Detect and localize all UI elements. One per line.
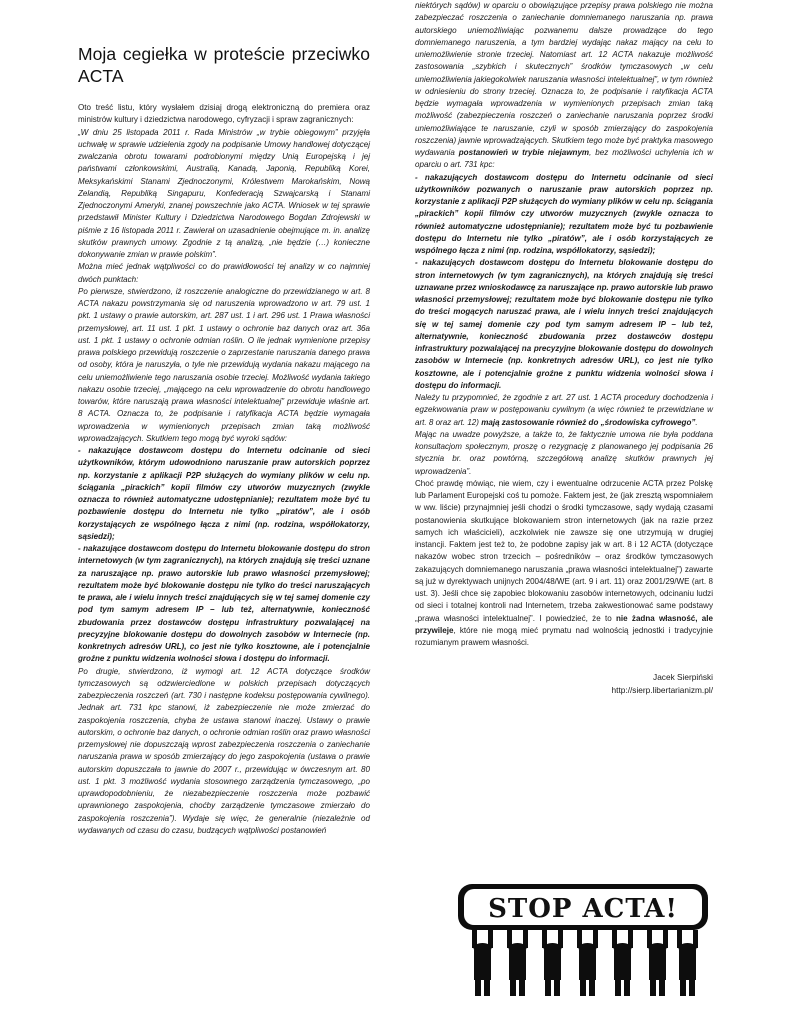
letter-paragraph: Po drugie, stwierdzono, iż wymogi art. 12 ACTA dotyczące środków tymczasowych są odzwierciedlone w polskich przepisach dotyczących zabezpieczenia roszczeń (art. 730 i następne kodeksu postępowania cywilnego). Jednak art. 731 kpc stanowi, iż zabezpieczenie nie może zmierzać do zaspokojenia roszczenia, chyba że ustawa stanowi inaczej. Ustawy o prawie autorskim, o ochronie baz danych, o ochronie odmian roślin oraz prawo własności przemysłowej nie dopuszczają wprost zabezpieczenia roszczenia o zaniechanie naruszania prawa w sposób zmierzający do jego zaspokojenia (ustawa o prawie autorskim dopuszczała to jawnie do 2007 r., przewidując w ówczesnym art. 80 ust. 1 pkt. 3 możliwość wydania stosownego zarządzenia tymczasowego, „po uprawdopodobnieniu, że niezabezpieczenie roszczenia może pozbawić uprawnionego zaspokojenia, choćby zarządzenie tymczasowe zmierzało do zaspokojenia roszczenia”). Wydaje się więc, że generalnie (niezależnie od wydawanych od czasu do czasu, budzących wątpliwości postanowień [78, 666, 370, 835]
letter-paragraph [415, 392, 713, 429]
letter-paragraph: Mając na uwadze powyższe, a także to, że faktycznie umowa nie była poddana konsultacjom społecznym, proszę o rezygnację z planowanego jej podpisania 26 stycznia br. oraz powtórną, szczegółową analizę skutków prawnych jej wprowadzenia”. [415, 429, 713, 476]
commentary-paragraph [415, 478, 713, 650]
article-title: Moja cegiełka w proteście przeciwko ACTA [78, 44, 370, 86]
protesters-icon [472, 930, 698, 996]
text-span: , bez możliwości uchylenia ich w oparciu o art. 731 kpc: [415, 148, 714, 170]
banner-text: STOP ACTA! [488, 894, 678, 924]
text-span: Choć prawdę mówiąc, nie wiem, czy i ewentualne odrzucenie ACTA przez Polskę lub Parlament Europejski coś tu pomoże. Faktem jest, że (jak zresztą wspomniałem w ww. liście) przynajmniej jeśli chodzi o środki tymczasowe, sądy wydają czasami postanowienia skutkujące blokowaniem stron internetowych (jak na razie przez samych ich właścicieli), aczkolwiek nie zawsze się one utrzymują w drugiej instancji. Faktem jest też to, że podobne zapisy jak w art. 8 i 12 ACTA (dotyczące nakazów wobec stron trzecich – pośredników – oraz środków tymczasowych zakazujących domniemanego naruszania „prawa własności intelektualnej”) zawarte są już w dyrektywach unijnych 2004/48/WE (art. 9 i art. 11) oraz 2001/29/WE (art. 8 ust. 3). Jeśli chce się zapobiec blokowaniu zasobów internetowych, odcinaniu ludzi od sieci i totalnej kontroli nad Internetem, trzeba zakwestionować same podstawy „prawa własności intelektualnej”. I powiedzieć, że to [415, 478, 713, 623]
bullet-paragraph: - nakazujące dostawcom dostępu do Internetu blokowanie dostępu do stron internetowych (w tym zagranicznych), na których znajdują się treści uznane za naruszające np. prawo autorskie lub prawo własności przemysłowej; rezultatem może być blokowanie dostępu nie tylko do treści naruszających te prawa, ale i wielu innych treści znajdujących się w tej samej domenie czy pod tym samym adresem IP – lub też, alternatywnie, konieczność zbudowania przez dostawców dostępu infrastruktury pozwalającej na precyzyjne blokowanie dostępu do dowolnych zasobów w Internecie (np. konkretnych adresów URL), co jest nie tylko kosztowne, ale i potencjalnie groźne z punktu widzenia wolności słowa i dostępu do informacji. [78, 544, 370, 664]
text-span: niektórych sądów) w oparciu o obowiązujące przepisy prawa polskiego nie można zabezpieczać roszczenia o zaniechanie domniemanego naruszania np. prawa autorskiego uniemożliwiając pozwanemu dalsze prowadzące do tego domniemanego naruszenia, a tym bardziej wydając nakaz mający na celu to uniemożliwienie stronie trzeciej. Natomiast art. 12 ACTA nakazuje możliwość zastosowania „szybkich i skutecznych” środków tymczasowych „w celu uniemożliwienia jakiegokolwiek naruszania własności intelektualnej”, w tym również w odniesieniu do strony trzeciej. Oznacza to, że podpisanie i ratyfikacja ACTA będzie wymagała wprowadzenia w wymienionych przepisach zmian taką możliwość (zabezpieczenia roszczeń o zaniechanie naruszania poprzez środki uniemożliwiające te naruszanie, czyli w sposób zmierzający do zaspokojenia roszczenia) jawnie wprowadzających. Skutkiem tego może być praktyka masowego wydawania [415, 1, 713, 157]
author-url: http://sierp.libertarianizm.pl/ [611, 684, 713, 695]
emphasis-text: postanowień w trybie niejawnym [458, 148, 590, 157]
letter-paragraph: „W dniu 25 listopada 2011 r. Rada Ministrów „w trybie obiegowym” przyjęła uchwałę w sprawie udzielenia zgody na podpisanie Umowy handlowej dotyczącej zwalczania obrotu towarami podrobionymi między Unią Europejską i jej państwami członkowskimi, Australią, Kanadą, Japonią, Republiką Korei, Meksykańskimi Stanami Zjednoczonymi, Królestwem Marokańskim, Nową Zelandią, Republiką Singapuru, Konfederacją Szwajcarską i Stanami Zjednoczonymi Ameryki, znanej powszechnie jako ACTA. Wniosek w tej sprawie przedstawił Minister Kultury i Dziedzictwa Narodowego Bogdan Zdrojewski w piśmie z 16 listopada 2011 r. Zawierał on uzasadnienie obejmujące m. in. analizę skutków prawnych umowy. Zgodnie z tą analizą, „nie będzie (…) konieczne dokonywanie zmian w prawie polskim”. [78, 127, 370, 259]
text-span: . [695, 417, 698, 427]
left-column [78, 0, 370, 837]
emphasis-text: nie żadna własność, ale przywileje [415, 613, 713, 635]
intro-paragraph: Oto treść listu, który wysłałem dzisiaj drogą elektroniczną do premiera oraz ministrów kultury i dziedzictwa narodowego, cyfryzacji i spraw zagranicznych: [78, 103, 370, 125]
text-span: , które nie mogą mieć prymatu nad wolnością jednostki i tradycyjnie rozumianym prawem własności. [415, 625, 713, 647]
bullet-paragraph: - nakazujące dostawcom dostępu do Internetu odcinanie od sieci użytkowników, którym udowodniono naruszanie praw autorskich poprzez np. korzystanie z aplikacji P2P służących do wymiany plików w celu np. ściągania „pirackich” kopii filmów czy utworów muzycznych (zwykle oznacza to również automatyczne udostępnianie); rezultatem może być tu pozbawienie dostępu do Internetu nie tylko „piratów”, ale i osób korzystających ze wspólnego łącza z nimi (np. rodzina, współlokatorzy, sąsiedzi); [78, 446, 370, 541]
bullet-paragraph: - nakazujących dostawcom dostępu do Internetu blokowanie dostępu do stron internetowych (w tym zagranicznych), na których znajdują się treści uznawane przez wnioskodawcę za naruszające np. prawo autorskie lub prawo własności przemysłowej; rezultatem może być blokowanie dostępu nie tylko do treści mogących naruszać prawa, ale i wielu innych treści znajdujących się w tej samej domenie czy pod tym samym adresem IP – lub też, alternatywnie, konieczność zbudowania przez dostawców dostępu infrastruktury pozwalającej na precyzyjne blokowanie dostępu do dowolnych zasobów w Internecie (np. konkretnych adresów URL), co jest nie tylko kosztowne, ale i potencjalnie groźne z punktu widzenia wolności słowa i dostępu do informacji. [415, 258, 713, 390]
text-span: Należy tu przypomnieć, że zgodnie z art. 27 ust. 1 ACTA procedury dochodzenia i egzekwowania praw w postępowaniu cywilnym (a więc również te przewidziane w art. 8 oraz art. 12) [415, 393, 713, 427]
letter-paragraph [415, 0, 713, 172]
letter-paragraph: Można mieć jednak wątpliwości co do prawidłowości tej analizy w co najmniej dwóch punktach: [78, 262, 370, 284]
bullet-paragraph: - nakazujących dostawcom dostępu do Internetu odcinanie od sieci użytkowników pozwanych o naruszanie praw autorskich poprzez np. korzystanie z aplikacji P2P służących do wymiany plików w celu np. ściągania „pirackich” kopii filmów czy utworów muzycznych (zwykle oznacza to również automatyczne udostępnianie); rezultatem może być tu pozbawienie dostępu do Internetu nie tylko „piratów”, ale i osób korzystających ze wspólnego łącza z nimi (np. rodzina, współlokatorzy, sąsiedzi); [415, 172, 713, 255]
emphasis-text: mają zastosowanie również do „środowiska cyfrowego” [481, 417, 696, 427]
right-column [415, 0, 713, 696]
stop-acta-banner [455, 882, 713, 998]
letter-paragraph: Po pierwsze, stwierdzono, iż roszczenie analogiczne do przewidzianego w art. 8 ACTA nakazu powstrzymania się od naruszenia wprowadzono w art. 79 ust. 1 pkt. 1 ustawy o prawie autorskim, art. 287 ust. 1 i art. 296 ust. 1 Prawa własności przemysłowej, art. 11 ust. 1 pkt. 1 ustawy o ochronie baz danych oraz art. 36a ust. 1 pkt. 1 ustawy o ochronie odmian roślin. O ile jednak wymienione przepisy prawa polskiego przewidują roszczenie o zaprzestanie naruszania danego prawa od osoby, która je naruszyła, o tyle nie przewidują wydania nakazu mającego na celu uniemożliwienie tego naruszania osobie trzeciej. Możliwość wydania takiego nakazu osobie trzeciej, „mającego na celu wprowadzenie do obrotu handlowego towarów, które naruszają prawa własności intelektualnej” przewiduje właśnie art. 8 ACTA. Oznacza to, że podpisanie i ratyfikacja ACTA będzie wymagała wprowadzenia w wymienionych przepisach zmian taką możliwość wprowadzających. Skutkiem tego mogą być wyroki sądów: [78, 286, 370, 443]
author-name: Jacek Sierpiński [653, 672, 713, 683]
